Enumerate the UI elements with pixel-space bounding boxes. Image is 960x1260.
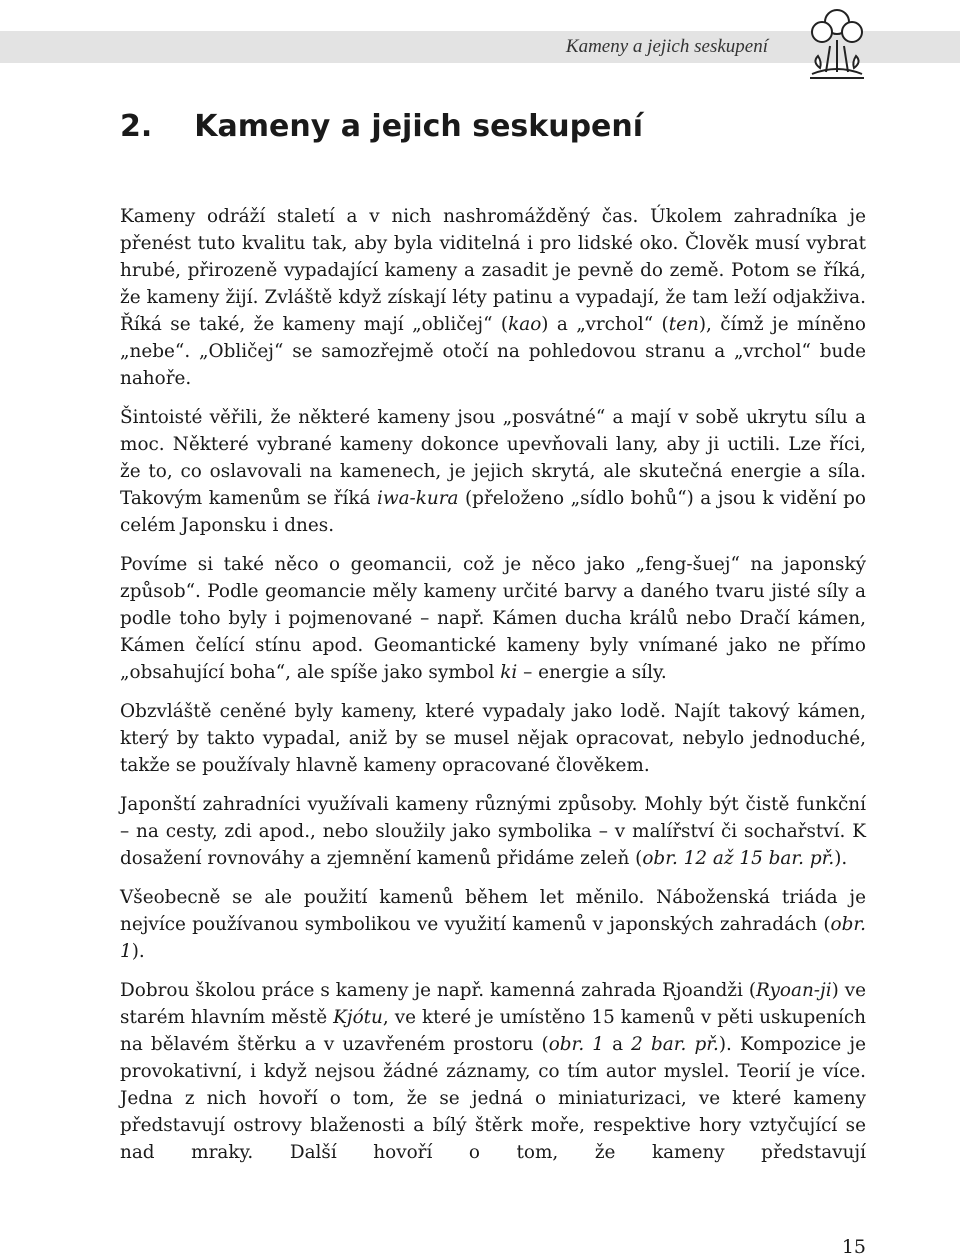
italic-run: kao [508,314,542,335]
italic-run: Ryoan-ji [756,980,832,1001]
text-run: a [603,1034,632,1055]
page-number: 15 [841,1236,866,1258]
paragraph [120,551,866,686]
text-run: ). [131,941,145,962]
text-run: Dobrou školou práce s kameny je např. kamenná zahrada Rjoandži ( [120,980,756,1001]
paragraph [120,791,866,872]
text-run: ) a „vrchol“ ( [541,314,669,335]
chapter-number: 2. [120,109,153,144]
text-run: Obzvláště ceněné byly kameny, které vypadaly jako lodě. Najít takový kámen, který by takto vypadal, aniž by se musel nějak opracovat, nebylo jednoduché, takže se používaly hlavně kameny opracované člověkem. [120,701,866,776]
paragraph [120,404,866,539]
text-run: (přeloženo „sídlo bohů“) a jsou k vidění po celém Japonsku i dnes. [120,488,867,536]
text-run: ), čímž je míněno „nebe“. „Obličej“ se samozřejmě otočí na pohledovou stranu a „vrchol“ bude nahoře. [120,314,866,389]
running-title: Kameny a jejich seskupení [565,36,768,57]
text-run: ) ve starém hlavním městě [120,980,867,1028]
paragraph [120,203,866,392]
italic-run: Kjótu [333,1007,383,1028]
chapter-title [120,109,643,144]
mushroom-trees-logo-icon [796,2,878,84]
italic-run: obr. 12 až 15 bar. př. [642,848,835,869]
body-text [120,203,866,1178]
paragraph [120,977,866,1166]
text-run: , ve které je umístěno 15 kamenů v pěti uskupeních na bělavém štěrku a v uzavřeném prostoru ( [120,1007,866,1055]
text-run: ). [834,848,848,869]
text-run: – energie a síly. [517,662,667,683]
italic-run: iwa-kura [376,488,459,509]
italic-run: 2 bar. př. [631,1034,719,1055]
text-run: Šintoisté věřili, že některé kameny jsou „posvátné“ a mají v sobě ukrytu sílu a moc. Některé vybrané kameny dokonce upevňovali lany, aby ji uctili. Lze říci, že to, co oslavovali na kamenech, je jejich skrytá, ale skutečná energie a síla. Takovým kamenům se říká [120,407,866,509]
text-run: Všeobecně se ale použití kamenů během let měnilo. Náboženská triáda je nejvíce používanou symbolikou ve využití kamenů v japonských zahradách ( [120,887,866,935]
chapter-title-text: Kameny a jejich seskupení [194,109,644,144]
text-run: Kameny odráží staletí a v nich nashromážděný čas. Úkolem zahradníka je přenést tuto kvalitu tak, aby byla viditelná i pro lidské oko. Člověk musí vybrat hrubé, přirozeně vypadající kameny a zasadit je pevně do země. Potom se říká, že kameny žijí. Zvláště když získají léty patinu a vypadají, že tam leží odjakživa. Říká se také, že kameny mají „obličej“ ( [120,206,866,335]
italic-run: obr. 1 [120,914,866,962]
italic-run: ten [668,314,699,335]
paragraph [120,884,866,965]
italic-run: obr. 1 [548,1034,604,1055]
text-run: Povíme si také něco o geomancii, což je něco jako „feng-šuej“ na japonský způsob“. Podle geomancie měly kameny určité barvy a daného tvaru jisté síly a podle toho byly i pojmenované – např. Kámen ducha králů nebo Dračí kámen, Kámen čelící stínu apod. Geomantické kameny byly vnímané jako ne přímo „obsahující boha“, ale spíše jako symbol [120,554,866,683]
paragraph [120,698,866,779]
text-run: ). Kompozice je provokativní, i když nejsou žádné záznamy, co tím autor myslel. Teorií je více. Jedna z nich hovoří o tom, že se jedná o miniaturizaci, ve které kameny představují ostrovy blaženosti a bílý štěrk moře, respektive hory vztyčující se nad mraky. Další hovoří o tom, že kameny představují [120,1034,867,1163]
italic-run: ki [500,662,518,683]
text-run: Japonští zahradníci využívali kameny různými způsoby. Mohly být čistě funkční – na cesty, zdi apod., nebo sloužily jako symbolika – v malířství či sochařství. K dosažení rovnováhy a zjemnění kamenů přidáme zeleň ( [120,794,866,869]
